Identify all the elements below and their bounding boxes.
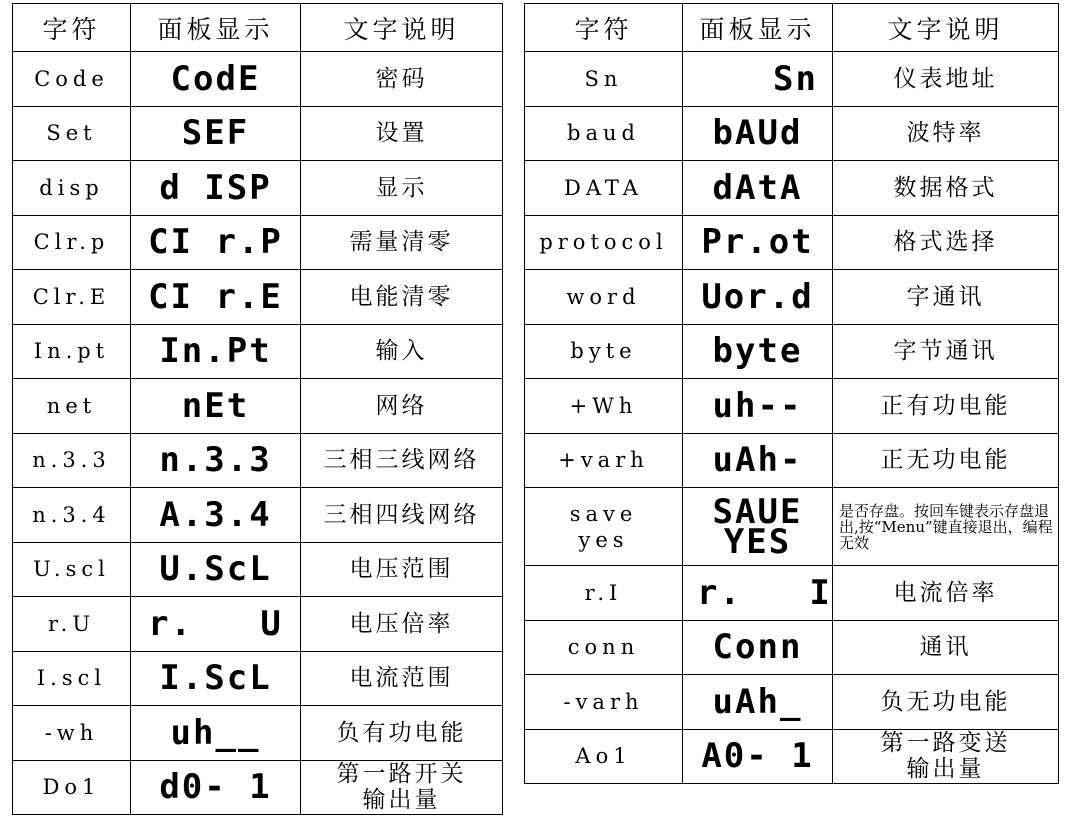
table-row — [13, 706, 503, 761]
description-cell: 第一路开关 输出量 — [301, 760, 503, 815]
description-cell: 仪表地址 — [833, 52, 1059, 107]
description-cell: 电压倍率 — [301, 597, 503, 652]
left-table-body — [13, 52, 503, 815]
table-row — [525, 433, 1059, 488]
panel-display-cell: uh__ — [131, 706, 301, 761]
char-cell: byte — [525, 324, 683, 379]
char-cell: Clr.p — [13, 215, 131, 270]
char-cell: Ao1 — [525, 729, 683, 784]
panel-display-cell: CI r.E — [131, 270, 301, 325]
char-cell: Code — [13, 52, 131, 107]
header-char: 字符 — [13, 4, 131, 52]
description-cell: 是否存盘。按回车键表示存盘退出,按“Menu”键直接退出，编程无效 — [833, 488, 1059, 566]
right-table-body — [525, 52, 1059, 784]
table-row — [13, 651, 503, 706]
description-cell: 负无功电能 — [833, 675, 1059, 730]
table-row — [13, 760, 503, 815]
description-cell: 网络 — [301, 379, 503, 434]
char-cell: Set — [13, 106, 131, 161]
table-row — [525, 620, 1059, 675]
header-panel-display: 面板显示 — [131, 4, 301, 52]
char-cell: baud — [525, 106, 683, 161]
table-row — [525, 52, 1059, 107]
char-cell: net — [13, 379, 131, 434]
char-cell: word — [525, 270, 683, 325]
panel-display-cell: dAtA — [683, 161, 833, 216]
table-row — [525, 106, 1059, 161]
panel-display-cell: uh-- — [683, 379, 833, 434]
table-row — [13, 106, 503, 161]
table-row — [525, 729, 1059, 784]
header-description: 文字说明 — [833, 4, 1059, 52]
description-cell: 显示 — [301, 161, 503, 216]
description-cell: 电流范围 — [301, 651, 503, 706]
description-cell: 电能清零 — [301, 270, 503, 325]
panel-display-cell: In.Pt — [131, 324, 301, 379]
table-row — [13, 324, 503, 379]
panel-display-cell: SEF — [131, 106, 301, 161]
table-row — [13, 161, 503, 216]
table-row — [13, 542, 503, 597]
char-cell: U.scl — [13, 542, 131, 597]
char-cell: Do1 — [13, 760, 131, 815]
description-cell: 三相三线网络 — [301, 433, 503, 488]
char-cell: conn — [525, 620, 683, 675]
header-row — [13, 4, 503, 52]
char-cell: I.scl — [13, 651, 131, 706]
table-row — [525, 161, 1059, 216]
description-cell: 正有功电能 — [833, 379, 1059, 434]
char-cell: disp — [13, 161, 131, 216]
panel-display-cell: uAh- — [683, 433, 833, 488]
description-cell: 电流倍率 — [833, 566, 1059, 621]
table-row — [13, 597, 503, 652]
char-cell: -wh — [13, 706, 131, 761]
header-char: 字符 — [525, 4, 683, 52]
header-row — [525, 4, 1059, 52]
panel-display-cell: Uor.d — [683, 270, 833, 325]
description-cell: 格式选择 — [833, 215, 1059, 270]
description-cell: 负有功电能 — [301, 706, 503, 761]
panel-display-cell: A.3.4 — [131, 488, 301, 543]
panel-display-cell: d ISP — [131, 161, 301, 216]
panel-display-cell: CI r.P — [131, 215, 301, 270]
description-cell: 字通讯 — [833, 270, 1059, 325]
panel-display-cell: Conn — [683, 620, 833, 675]
table-row — [525, 488, 1059, 566]
panel-display-cell: nEt — [131, 379, 301, 434]
header-panel-display: 面板显示 — [683, 4, 833, 52]
table-row — [525, 566, 1059, 621]
char-cell: r.U — [13, 597, 131, 652]
char-cell: DATA — [525, 161, 683, 216]
table-row — [525, 215, 1059, 270]
right-parameter-table — [524, 3, 1059, 784]
panel-display-cell: Pr.ot — [683, 215, 833, 270]
table-row — [525, 270, 1059, 325]
description-cell: 密码 — [301, 52, 503, 107]
description-cell: 正无功电能 — [833, 433, 1059, 488]
description-cell: 第一路变送 输出量 — [833, 729, 1059, 784]
char-cell: Sn — [525, 52, 683, 107]
panel-display-cell: n.3.3 — [131, 433, 301, 488]
panel-display-cell: bAUd — [683, 106, 833, 161]
panel-display-cell: U.ScL — [131, 542, 301, 597]
char-cell: +varh — [525, 433, 683, 488]
panel-display-cell: Sn — [683, 52, 833, 107]
panel-display-cell: A0- 1 — [683, 729, 833, 784]
panel-display-cell: r. I — [683, 566, 833, 621]
panel-display-cell: d0- 1 — [131, 760, 301, 815]
char-cell: protocol — [525, 215, 683, 270]
char-cell: Clr.E — [13, 270, 131, 325]
char-cell: n.3.4 — [13, 488, 131, 543]
char-cell: r.I — [525, 566, 683, 621]
char-cell: save yes — [525, 488, 683, 566]
table-row — [13, 270, 503, 325]
panel-display-cell: uAh_ — [683, 675, 833, 730]
table-row — [13, 433, 503, 488]
header-description: 文字说明 — [301, 4, 503, 52]
panel-display-cell: SAUE YES — [683, 488, 833, 566]
table-row — [13, 52, 503, 107]
description-cell: 设置 — [301, 106, 503, 161]
description-cell: 需量清零 — [301, 215, 503, 270]
table-row — [13, 215, 503, 270]
panel-display-cell: byte — [683, 324, 833, 379]
char-cell: -varh — [525, 675, 683, 730]
description-cell: 输入 — [301, 324, 503, 379]
panel-display-cell: r. U — [131, 597, 301, 652]
char-cell: n.3.3 — [13, 433, 131, 488]
char-cell: +Wh — [525, 379, 683, 434]
table-row — [525, 675, 1059, 730]
table-row — [525, 379, 1059, 434]
description-cell: 字节通讯 — [833, 324, 1059, 379]
panel-display-cell: CodE — [131, 52, 301, 107]
description-cell: 电压范围 — [301, 542, 503, 597]
panel-display-cell: I.ScL — [131, 651, 301, 706]
table-row — [13, 379, 503, 434]
description-cell: 波特率 — [833, 106, 1059, 161]
description-cell: 三相四线网络 — [301, 488, 503, 543]
description-cell: 通讯 — [833, 620, 1059, 675]
table-row — [525, 324, 1059, 379]
table-row — [13, 488, 503, 543]
description-cell: 数据格式 — [833, 161, 1059, 216]
left-parameter-table — [12, 3, 503, 815]
char-cell: In.pt — [13, 324, 131, 379]
